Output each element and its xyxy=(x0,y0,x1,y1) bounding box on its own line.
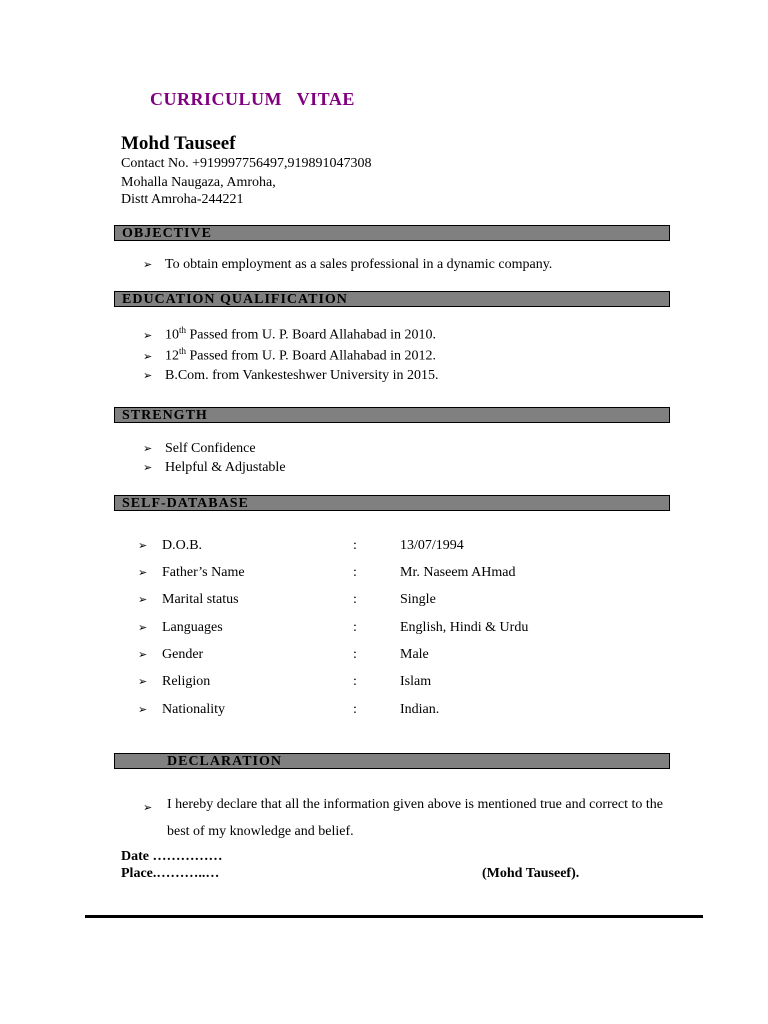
arrowhead-bullet-icon: ➢ xyxy=(143,259,153,271)
signature-name: (Mohd Tauseef). xyxy=(482,866,580,881)
declaration-text: I hereby declare that all the information given above is mentioned true and correct to the best of my knowledge and belief. xyxy=(167,797,663,839)
education-heading: EDUCATION QUALIFICATION xyxy=(122,292,348,307)
arrowhead-bullet-icon: ➢ xyxy=(143,443,153,455)
cv-title: CURRICULUM VITAE xyxy=(150,89,355,109)
arrowhead-bullet-icon: ➢ xyxy=(143,370,153,382)
arrowhead-bullet-icon: ➢ xyxy=(138,622,148,634)
arrowhead-bullet-icon: ➢ xyxy=(138,540,148,552)
education-section-bar xyxy=(114,291,670,307)
education-item: ➢ 10th Passed from U. P. Board Allahabad in 2010. xyxy=(143,325,437,343)
footer-divider xyxy=(85,915,703,918)
objective-heading: OBJECTIVE xyxy=(122,226,212,241)
strength-section-bar xyxy=(114,407,670,423)
objective-section-bar xyxy=(114,225,670,241)
address-line-1: Mohalla Naugaza, Amroha, xyxy=(121,175,276,190)
arrowhead-bullet-icon: ➢ xyxy=(138,594,148,606)
arrowhead-bullet-icon: ➢ xyxy=(138,567,148,579)
arrowhead-bullet-icon: ➢ xyxy=(138,704,148,716)
arrowhead-bullet-icon: ➢ xyxy=(143,802,153,814)
arrowhead-bullet-icon: ➢ xyxy=(143,329,153,342)
declaration-section-bar xyxy=(114,753,670,769)
address-line-2: Distt Amroha-244221 xyxy=(121,192,244,207)
strength-item: ➢ Helpful & Adjustable xyxy=(143,460,286,475)
self-database-heading: SELF-DATABASE xyxy=(122,496,249,511)
arrowhead-bullet-icon: ➢ xyxy=(138,649,148,661)
date-field-label: Date …………… xyxy=(121,849,223,864)
self-database-section-bar xyxy=(114,495,670,511)
arrowhead-bullet-icon: ➢ xyxy=(138,676,148,688)
arrowhead-bullet-icon: ➢ xyxy=(143,350,153,363)
objective-item: ➢ To obtain employment as a sales professional in a dynamic company. xyxy=(143,257,553,272)
education-item: ➢ 12th Passed from U. P. Board Allahabad in 2012. xyxy=(143,346,437,364)
education-item: ➢ B.Com. from Vankesteshwer University in 2015. xyxy=(143,368,439,383)
candidate-name: Mohd Tauseef xyxy=(121,133,236,154)
strength-item: ➢ Self Confidence xyxy=(143,441,256,456)
place-field-label: Place.………..… xyxy=(121,866,220,881)
declaration-heading: DECLARATION xyxy=(167,754,282,769)
contact-number: Contact No. +919997756497,919891047308 xyxy=(121,156,372,171)
arrowhead-bullet-icon: ➢ xyxy=(143,462,153,474)
strength-heading: STRENGTH xyxy=(122,408,208,423)
